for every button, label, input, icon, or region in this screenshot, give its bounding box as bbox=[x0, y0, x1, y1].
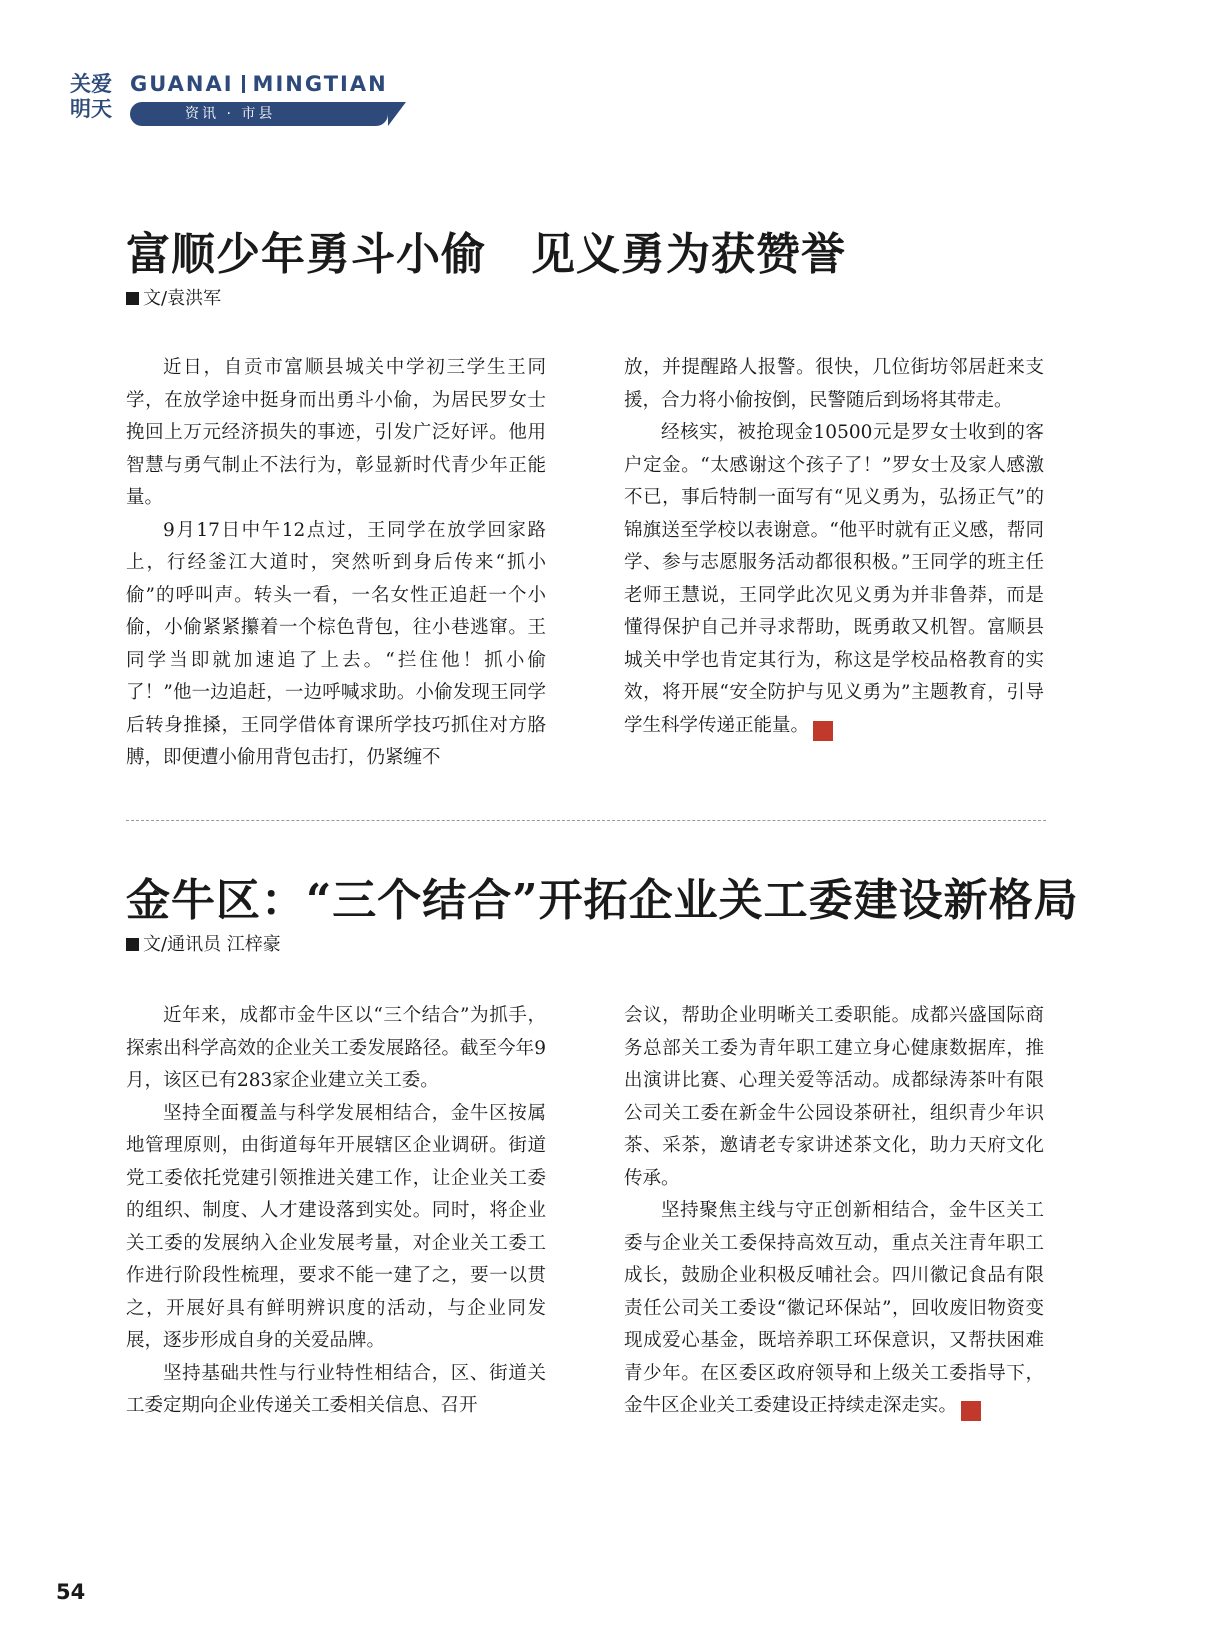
brand-right: MINGTIAN bbox=[252, 72, 388, 96]
article-end-mark-icon: 关 bbox=[813, 721, 833, 741]
brand-separator bbox=[242, 75, 245, 93]
article2-byline bbox=[126, 930, 281, 956]
article1-byline bbox=[126, 284, 221, 310]
brand-name bbox=[130, 72, 388, 96]
article1-paragraph-text: 经核实，被抢现金10500元是罗女士收到的客户定金。“太感谢这个孩子了！”罗女士及家人感激不已，事后特制一面写有“见义勇为，弘扬正气”的锦旗送至学校以表谢意。“他平时就有正义感，帮同学、参与志愿服务活动都很积极。”王同学的班主任老师王慧说，王同学此次见义勇为并非鲁莽，而是懂得保护自己并寻求帮助，既勇敢又机智。富顺县城关中学也肯定其行为，称这是学校品格教育的实效，将开展“安全防护与见义勇为”主题教育，引导学生科学传递正能量。 bbox=[624, 422, 1044, 736]
article2-continuation: 会议，帮助企业明晰关工委职能。成都兴盛国际商务总部关工委为青年职工建立身心健康数据库，推出演讲比赛、心理关爱等活动。成都绿涛茶叶有限公司关工委在新金牛公园设茶研社，组织青少年识茶、采茶，邀请老专家讲述茶文化，助力天府文化传承。 bbox=[624, 1005, 1044, 1189]
logo-line1: 关爱 bbox=[70, 72, 112, 96]
article1-continuation: 放，并提醒路人报警。很快，几位街坊邻居赶来支援，合力将小偷按倒，民警随后到场将其带走。 bbox=[624, 357, 1044, 411]
article1-left-column bbox=[126, 352, 546, 775]
article1-byline-text: 文/袁洪军 bbox=[143, 288, 222, 309]
byline-square-icon bbox=[126, 938, 139, 951]
article2-paragraph: 坚持全面覆盖与科学发展相结合，金牛区按属地管理原则，由街道每年开展辖区企业调研。街道党工委依托党建引领推进关建工作，让企业关工委的组织、制度、人才建设落到实处。同时，将企业关工委的发展纳入企业发展考量，对企业关工委工作进行阶段性梳理，要求不能一建了之，要一以贯之，开展好具有鲜明辨识度的活动，与企业同发展，逐步形成自身的关爱品牌。 bbox=[126, 1102, 546, 1351]
article1-title: 富顺少年勇斗小偷 见义勇为获赞誉 bbox=[126, 229, 846, 280]
magazine-header bbox=[70, 72, 400, 134]
article2-title: 金牛区：“三个结合”开拓企业关工委建设新格局 bbox=[126, 875, 1079, 926]
article2-paragraph-text: 坚持聚焦主线与守正创新相结合，金牛区关工委与企业关工委保持高效互动，重点关注青年职工成长，鼓励企业积极反哺社会。四川徽记食品有限责任公司关工委设“徽记环保站”，回收废旧物资变现成爱心基金，既培养职工环保意识，又帮扶困难青少年。在区委区政府领导和上级关工委指导下，金牛区企业关工委建设正持续走深走实。 bbox=[624, 1200, 1044, 1416]
article1-paragraph: 9月17日中午12点过，王同学在放学回家路上，行经釜江大道时，突然听到身后传来“抓小偷”的呼叫声。转头一看，一名女性正追赶一个小偷，小偷紧紧攥着一个棕色背包，往小巷逃窜。王同学当即就加速追了上去。“拦住他！抓小偷了！”他一边追赶，一边呼喊求助。小偷发现王同学后转身推搡，王同学借体育课所学技巧抓住对方胳膊，即便遭小偷用背包击打，仍紧缠不 bbox=[126, 519, 546, 768]
article-end-mark-icon: 关 bbox=[961, 1401, 981, 1421]
article2-paragraph bbox=[624, 1195, 1044, 1423]
section-pill-tail bbox=[388, 102, 406, 126]
article1-paragraph bbox=[624, 417, 1044, 742]
article2-left-column bbox=[126, 1000, 546, 1423]
article2-paragraph: 近年来，成都市金牛区以“三个结合”为抓手，探索出科学高效的企业关工委发展路径。截至今年9月，该区已有283家企业建立关工委。 bbox=[126, 1005, 546, 1091]
article-divider bbox=[126, 820, 1046, 821]
article1-paragraph: 近日，自贡市富顺县城关中学初三学生王同学，在放学途中挺身而出勇斗小偷，为居民罗女士挽回上万元经济损失的事迹，引发广泛好评。他用智慧与勇气制止不法行为，彰显新时代青少年正能量。 bbox=[126, 357, 546, 508]
byline-square-icon bbox=[126, 292, 139, 305]
brand-left: GUANAI bbox=[130, 72, 234, 96]
logo-line2: 明天 bbox=[70, 97, 112, 121]
page-number: 54 bbox=[56, 1580, 86, 1604]
article2-right-column bbox=[624, 1000, 1044, 1423]
magazine-logo bbox=[70, 72, 120, 122]
article1-right-column bbox=[624, 352, 1044, 742]
section-label: 资讯 · 市县 bbox=[130, 102, 388, 126]
article2-byline-text: 文/通讯员 江梓豪 bbox=[143, 934, 281, 955]
article2-paragraph: 坚持基础共性与行业特性相结合，区、街道关工委定期向企业传递关工委相关信息、召开 bbox=[126, 1362, 546, 1416]
